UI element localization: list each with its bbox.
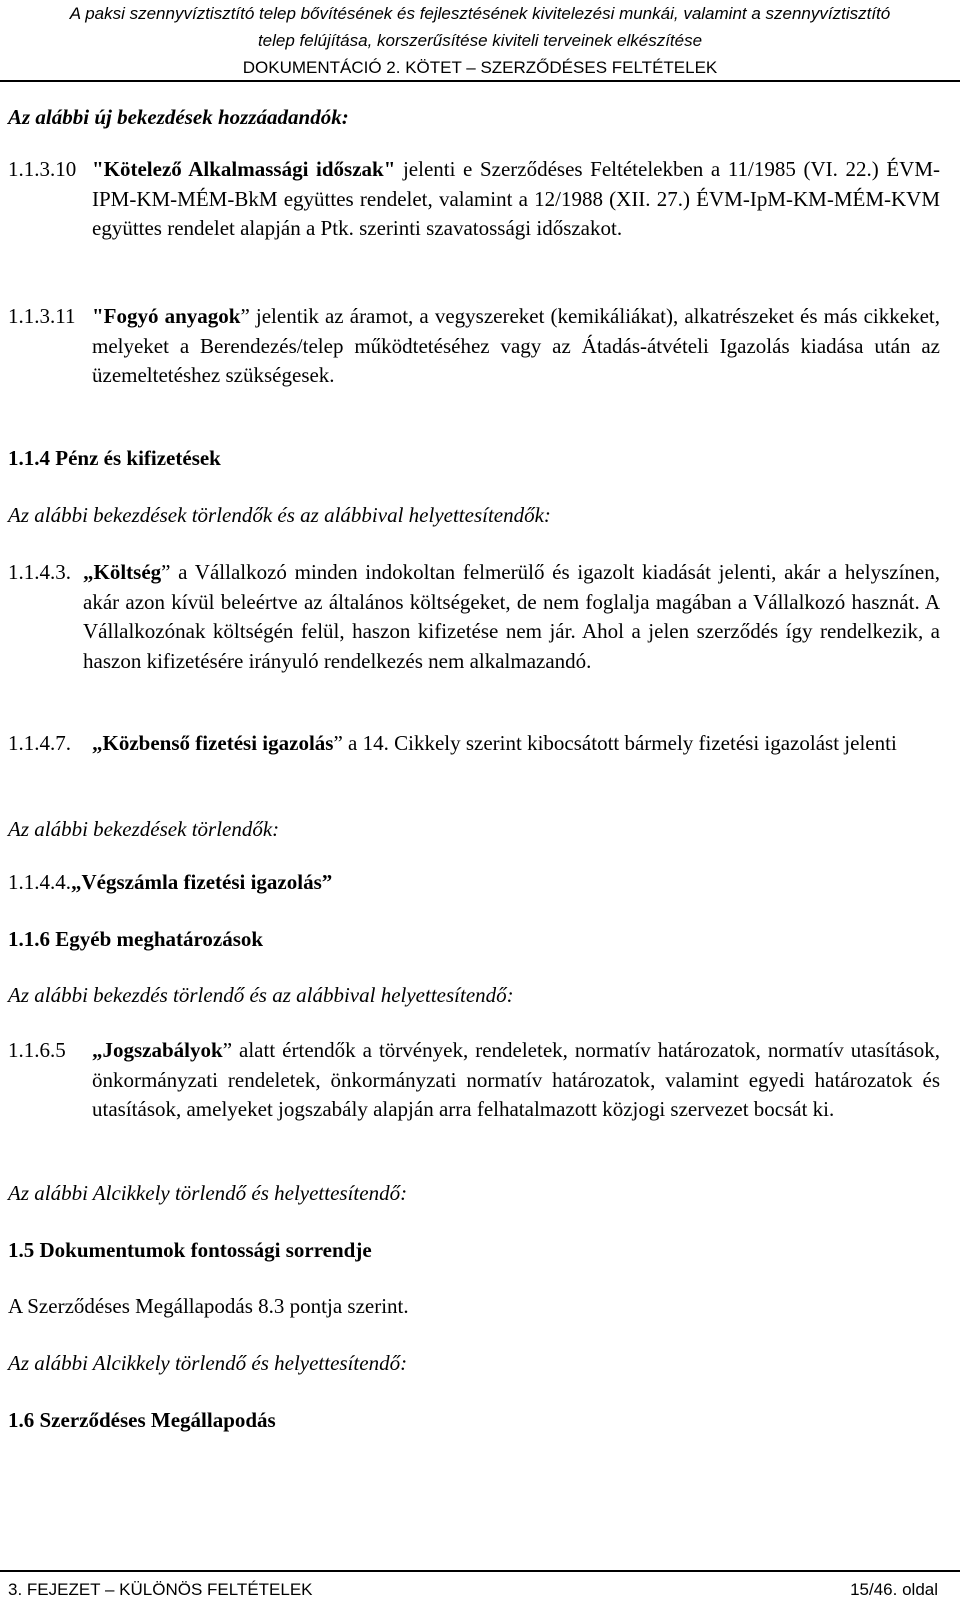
section-1-1-4: 1.1.4 Pénz és kifizetések	[8, 446, 221, 470]
clause-text	[92, 729, 940, 759]
clause-number: 1.1.3.10	[8, 157, 77, 181]
clause-body: ” a Vállalkozó minden indokoltan felmerülő és igazolt kiadását jelenti, akár a helyszínen, akár azon kívül beleértve az általános költségeket, de nem foglalja magában a Vállalkozó hasznát. A Vállalkozónak költségén felül, haszon kifizetése nem jár. Ahol a jelen szerződés így rendelkezik, a haszon kifizetésére irányuló rendelkezés nem alkalmazandó.	[83, 560, 940, 673]
clause-body: ” a 14. Cikkely szerint kibocsátott bármely fizetési igazolást jelenti	[333, 731, 897, 755]
clause-body: jelenti e Szerződéses Feltételekben a 11/1985 (VI. 22.) ÉVM-IPM-KM-MÉM-BkM együttes rendelet, valamint a 12/1988 (XII. 27.) ÉVM-IpM-KM-MÉM-KVM együttes rendelet alapján a Ptk. szerinti szavatossági időszakot.	[92, 157, 940, 240]
section-1-1-6: 1.1.6 Egyéb meghatározások	[8, 927, 264, 951]
instruction-3: Az alábbi bekezdés törlendő és az alábbival helyettesítendő:	[8, 983, 514, 1007]
clause-1-1-3-10	[8, 155, 940, 244]
footer-page-number: 15/46. oldal	[850, 1580, 938, 1599]
text-1-5: A Szerződéses Megállapodás 8.3 pontja szerint.	[8, 1294, 409, 1318]
header-line-2: telep felújítása, korszerűsítése kiviteli terveinek elkészítése	[257, 31, 703, 50]
clause-term: "Fogyó anyagok	[92, 304, 241, 328]
instruction-4: Az alábbi Alcikkely törlendő és helyettesítendő:	[8, 1181, 408, 1205]
intro-heading: Az alábbi új bekezdések hozzáadandók:	[8, 105, 349, 129]
clause-1-1-4-7	[8, 729, 940, 759]
page-header	[0, 0, 960, 82]
clause-term: „Költség	[83, 560, 162, 584]
clause-text	[92, 302, 940, 391]
page-footer	[0, 1570, 960, 1607]
clause-term: „Közbenső fizetési igazolás	[92, 731, 334, 755]
clause-term: "Kötelező Alkalmassági időszak"	[92, 157, 396, 181]
footer-chapter: 3. FEJEZET – KÜLÖNÖS FELTÉTELEK	[8, 1580, 313, 1599]
clause-term: „Jogszabályok	[92, 1038, 223, 1062]
clause-number: 1.1.6.5	[8, 1038, 66, 1062]
clause-text	[83, 558, 940, 676]
clause-number: 1.1.3.11	[8, 304, 76, 328]
clause-1-1-6-5	[8, 1036, 940, 1125]
clause-number: 1.1.4.3.	[8, 560, 71, 584]
clause-term: „Végszámla fizetési igazolás”	[71, 870, 333, 894]
section-1-5: 1.5 Dokumentumok fontossági sorrendje	[8, 1238, 372, 1262]
clause-number: 1.1.4.4.	[8, 870, 71, 894]
header-line-1: A paksi szennyvíztisztító telep bővítésének és fejlesztésének kivitelezési munkái, valamint a szennyvíztisztító	[69, 4, 891, 23]
clause-1-1-4-3	[8, 558, 940, 676]
instruction-2: Az alábbi bekezdések törlendők:	[8, 817, 280, 841]
clause-body: ” jelentik az áramot, a vegyszereket (kemikáliákat), alkatrészeket és más cikkeket, melyeket a Berendezés/telep működtetéséhez vagy az Átadás-átvételi Igazolás kiadása után az üzemeltetéshez szükségesek.	[92, 304, 940, 387]
clause-text	[92, 155, 940, 244]
instruction-5: Az alábbi Alcikkely törlendő és helyettesítendő:	[8, 1351, 408, 1375]
section-1-6: 1.6 Szerződéses Megállapodás	[8, 1408, 276, 1432]
header-line-3: DOKUMENTÁCIÓ 2. KÖTET – SZERZŐDÉSES FELTÉTELEK	[242, 58, 718, 77]
clause-number: 1.1.4.7.	[8, 731, 71, 755]
clause-text	[92, 1036, 940, 1125]
clause-1-1-4-4	[8, 868, 940, 898]
instruction-1: Az alábbi bekezdések törlendők és az alábbival helyettesítendők:	[8, 503, 551, 527]
clause-body: ” alatt értendők a törvények, rendeletek, normatív határozatok, normatív utasítások, önkormányzati rendeletek, önkormányzati normatív határozatok, valamint egyedi határozatok és utasítások, amelyeket jogszabály alapján arra felhatalmazott közjogi szervezet bocsát ki.	[92, 1038, 940, 1121]
clause-1-1-3-11	[8, 302, 940, 391]
